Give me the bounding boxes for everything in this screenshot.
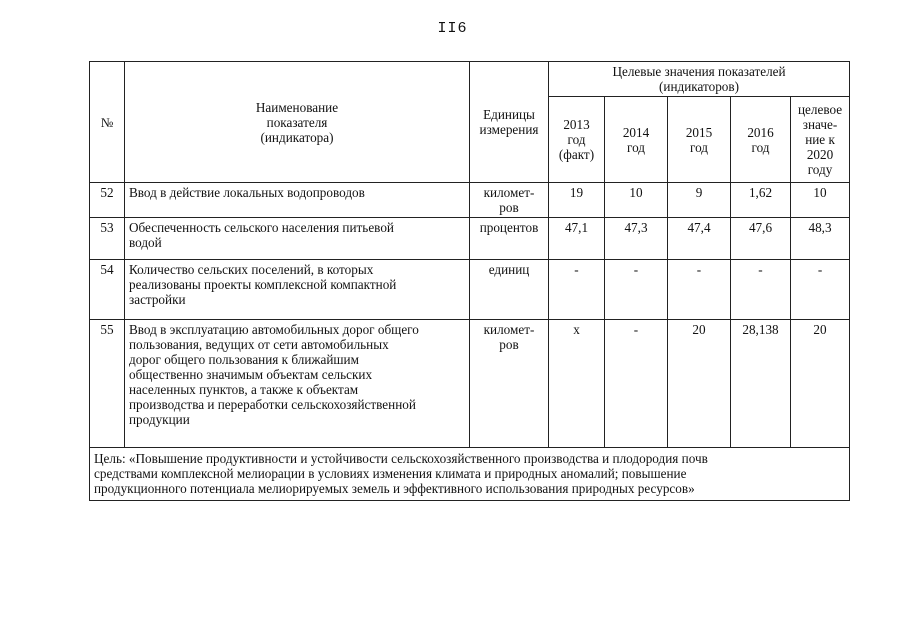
header-name: Наименование показателя (индикатора) bbox=[125, 62, 470, 183]
header-num: № bbox=[90, 62, 125, 183]
value-2014: 47,3 bbox=[605, 218, 668, 260]
row-num: 53 bbox=[90, 218, 125, 260]
value-2014: - bbox=[605, 320, 668, 448]
indicators-table bbox=[89, 61, 850, 501]
goal-text: Цель: «Повышение продуктивности и устойчивости сельскохозяйственного производства и плодородия почв средствами комплексной мелиорации в условиях изменения климата и природных аномалий; повышение продукционного потенциала мелиорируемых земель и эффективного использования природных ресурсов» bbox=[90, 448, 850, 501]
table-row bbox=[90, 218, 850, 260]
row-unit: километ- ров bbox=[470, 183, 549, 218]
value-2015: 47,4 bbox=[668, 218, 731, 260]
header-year-2016: 2016 год bbox=[731, 97, 791, 183]
value-2016: - bbox=[731, 260, 791, 320]
value-2016: 1,62 bbox=[731, 183, 791, 218]
header-year-2014: 2014 год bbox=[605, 97, 668, 183]
value-2016: 47,6 bbox=[731, 218, 791, 260]
header-target-group: Целевые значения показателей (индикаторов) bbox=[549, 62, 850, 97]
page-number: II6 bbox=[437, 20, 468, 37]
goal-row bbox=[90, 448, 850, 501]
value-2013: х bbox=[549, 320, 605, 448]
table-row bbox=[90, 260, 850, 320]
value-2015: - bbox=[668, 260, 731, 320]
value-2020: 48,3 bbox=[791, 218, 850, 260]
value-2015: 9 bbox=[668, 183, 731, 218]
header-year-2015: 2015 год bbox=[668, 97, 731, 183]
row-unit: процентов bbox=[470, 218, 549, 260]
row-num: 52 bbox=[90, 183, 125, 218]
table-row bbox=[90, 320, 850, 448]
row-num: 55 bbox=[90, 320, 125, 448]
value-2020: 20 bbox=[791, 320, 850, 448]
table-row bbox=[90, 183, 850, 218]
value-2014: - bbox=[605, 260, 668, 320]
value-2014: 10 bbox=[605, 183, 668, 218]
header-target-2020: целевое значе- ние к 2020 году bbox=[791, 97, 850, 183]
row-name: Количество сельских поселений, в которых реализованы проекты комплексной компактной застройки bbox=[125, 260, 470, 320]
value-2013: 47,1 bbox=[549, 218, 605, 260]
row-name: Ввод в эксплуатацию автомобильных дорог общего пользования, ведущих от сети автомобильных дорог общего пользования к ближайшим общественно значимым объектам сельских населенных пунктов, а также к объектам производства и переработки сельскохозяйственной продукции bbox=[125, 320, 470, 448]
value-2020: - bbox=[791, 260, 850, 320]
row-name: Ввод в действие локальных водопроводов bbox=[125, 183, 470, 218]
row-num: 54 bbox=[90, 260, 125, 320]
value-2013: 19 bbox=[549, 183, 605, 218]
header-year-2013: 2013 год (факт) bbox=[549, 97, 605, 183]
header-row-1 bbox=[90, 62, 850, 97]
value-2016: 28,138 bbox=[731, 320, 791, 448]
value-2015: 20 bbox=[668, 320, 731, 448]
row-unit: километ- ров bbox=[470, 320, 549, 448]
row-unit: единиц bbox=[470, 260, 549, 320]
value-2013: - bbox=[549, 260, 605, 320]
row-name: Обеспеченность сельского населения питьевой водой bbox=[125, 218, 470, 260]
header-unit: Единицы измерения bbox=[470, 62, 549, 183]
value-2020: 10 bbox=[791, 183, 850, 218]
